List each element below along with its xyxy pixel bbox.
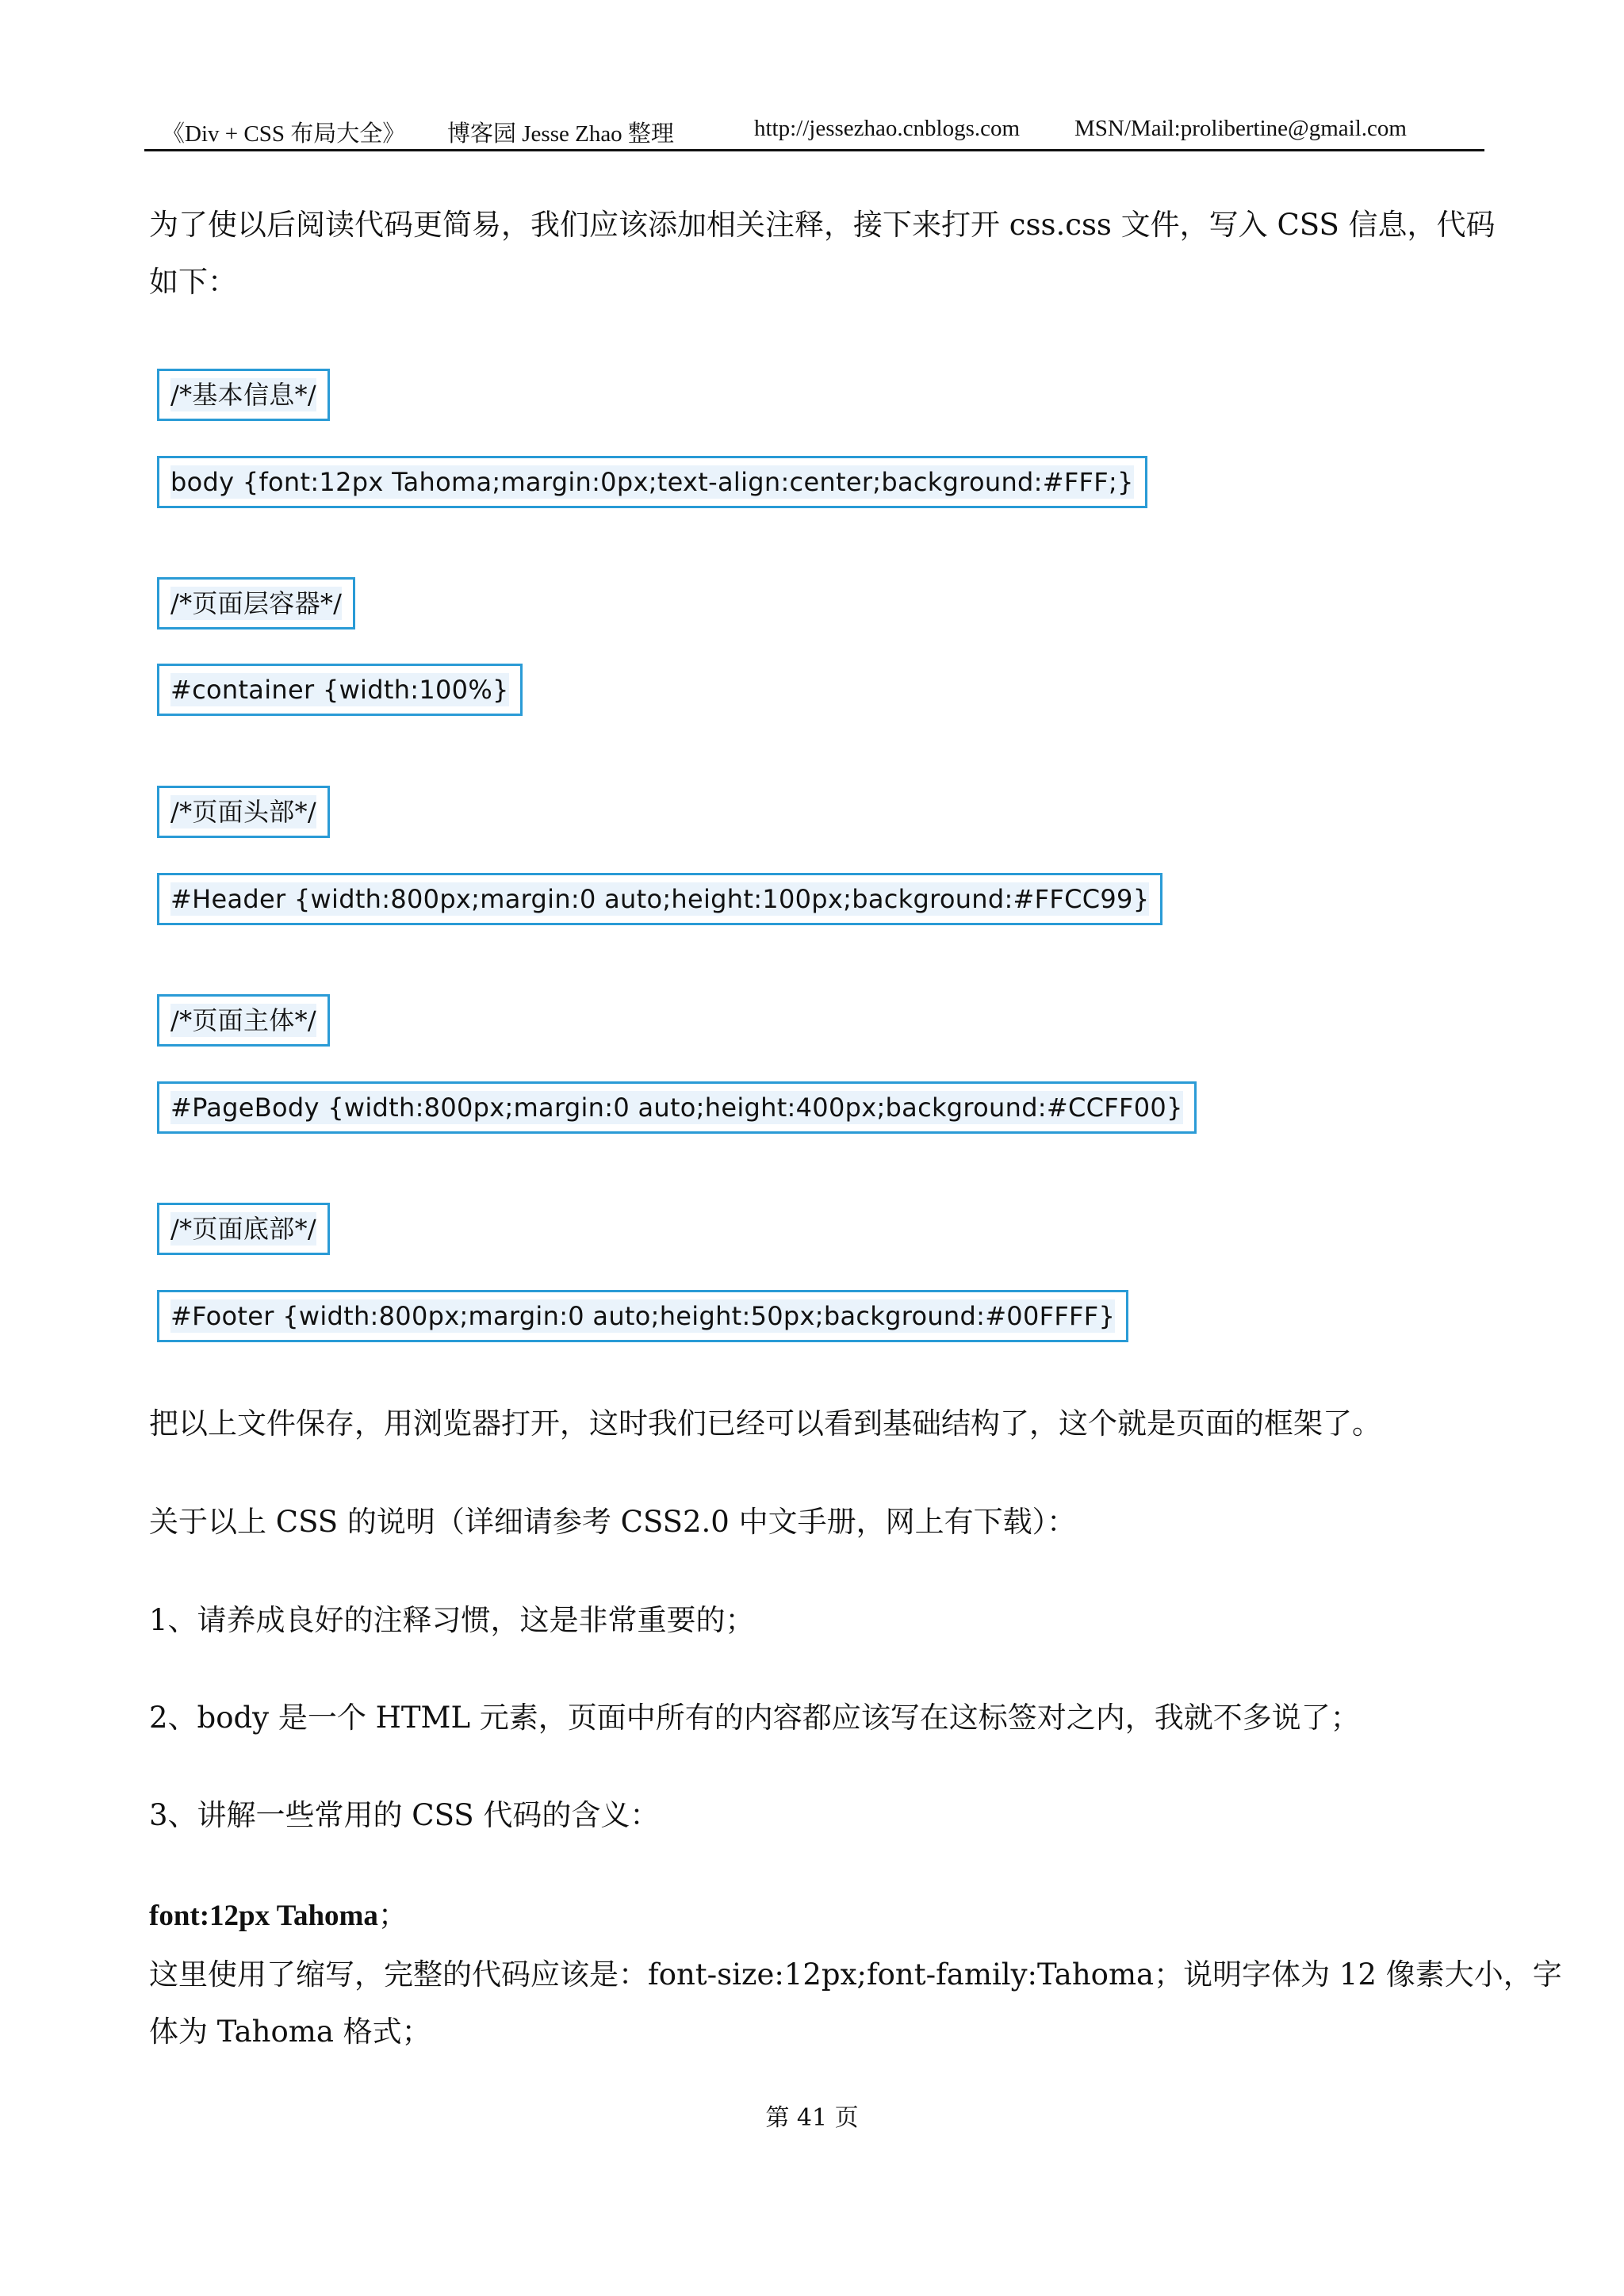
code-comment-footer	[157, 1203, 330, 1255]
page-header	[149, 109, 1484, 154]
code-comment-pagebody	[157, 994, 330, 1047]
header-contact: MSN/Mail:prolibertine@gmail.com	[1074, 116, 1407, 141]
code-comment-basic-text: /*基本信息*/	[170, 380, 316, 410]
code-line-header	[157, 873, 1162, 925]
save-paragraph: 把以上文件保存，用浏览器打开，这时我们已经可以看到基础结构了，这个就是页面的框架了。	[149, 1406, 1381, 1441]
header-book-title: 《Div + CSS 布局大全》	[162, 121, 406, 147]
code-line-body	[157, 456, 1147, 508]
intro-line-1: 为了使以后阅读代码更简易，我们应该添加相关注释，接下来打开 css.css 文件，写入 CSS 信息，代码	[149, 208, 1496, 242]
font-heading	[149, 1887, 1484, 1945]
code-comment-container-text: /*页面层容器*/	[170, 588, 343, 618]
code-line-footer-text: #Footer {width:800px;margin:0 auto;height:50px;background:#00FFFF}	[170, 1301, 1116, 1331]
code-comment-basic	[157, 369, 330, 421]
code-comment-footer-text: /*页面底部*/	[170, 1214, 316, 1244]
intro-line-2: 如下：	[149, 265, 237, 299]
font-description-line-2: 体为 Tahoma 格式；	[149, 2015, 431, 2049]
about-paragraph: 关于以上 CSS 的说明（详细请参考 CSS2.0 中文手册，网上有下载）：	[149, 1505, 1077, 1539]
header-divider	[144, 149, 1484, 151]
code-line-body-text: body {font:12px Tahoma;margin:0px;text-align:center;background:#FFF;}	[170, 467, 1134, 497]
font-heading-code: font:12px Tahoma	[149, 1900, 378, 1932]
header-site-author: 博客园 Jesse Zhao 整理	[447, 121, 674, 147]
code-line-pagebody	[157, 1081, 1197, 1134]
header-url[interactable]: http://jessezhao.cnblogs.com	[754, 116, 1021, 141]
font-heading-punct: ；	[377, 1898, 408, 1932]
list-item-3: 3、讲解一些常用的 CSS 代码的含义：	[149, 1798, 660, 1832]
code-line-footer	[157, 1290, 1128, 1342]
code-comment-pagebody-text: /*页面主体*/	[170, 1005, 316, 1035]
list-item-2: 2、body 是一个 HTML 元素，页面中所有的内容都应该写在这标签对之内，我就不多说了；	[149, 1701, 1360, 1735]
code-line-container	[157, 664, 523, 716]
list-item-1: 1、请养成良好的注释习惯，这是非常重要的；	[149, 1603, 755, 1637]
code-comment-container	[157, 577, 355, 629]
code-line-pagebody-text: #PageBody {width:800px;margin:0 auto;height:400px;background:#CCFF00}	[170, 1093, 1183, 1123]
code-line-header-text: #Header {width:800px;margin:0 auto;height:100px;background:#FFCC99}	[170, 884, 1150, 914]
page-number: 第 41 页	[765, 2104, 859, 2132]
code-comment-header	[157, 786, 330, 838]
code-comment-header-text: /*页面头部*/	[170, 797, 316, 827]
code-line-container-text: #container {width:100%}	[170, 675, 509, 705]
font-description-line-1: 这里使用了缩写，完整的代码应该是：font-size:12px;font-family:Tahoma；说明字体为 12 像素大小，字	[149, 1957, 1562, 1992]
